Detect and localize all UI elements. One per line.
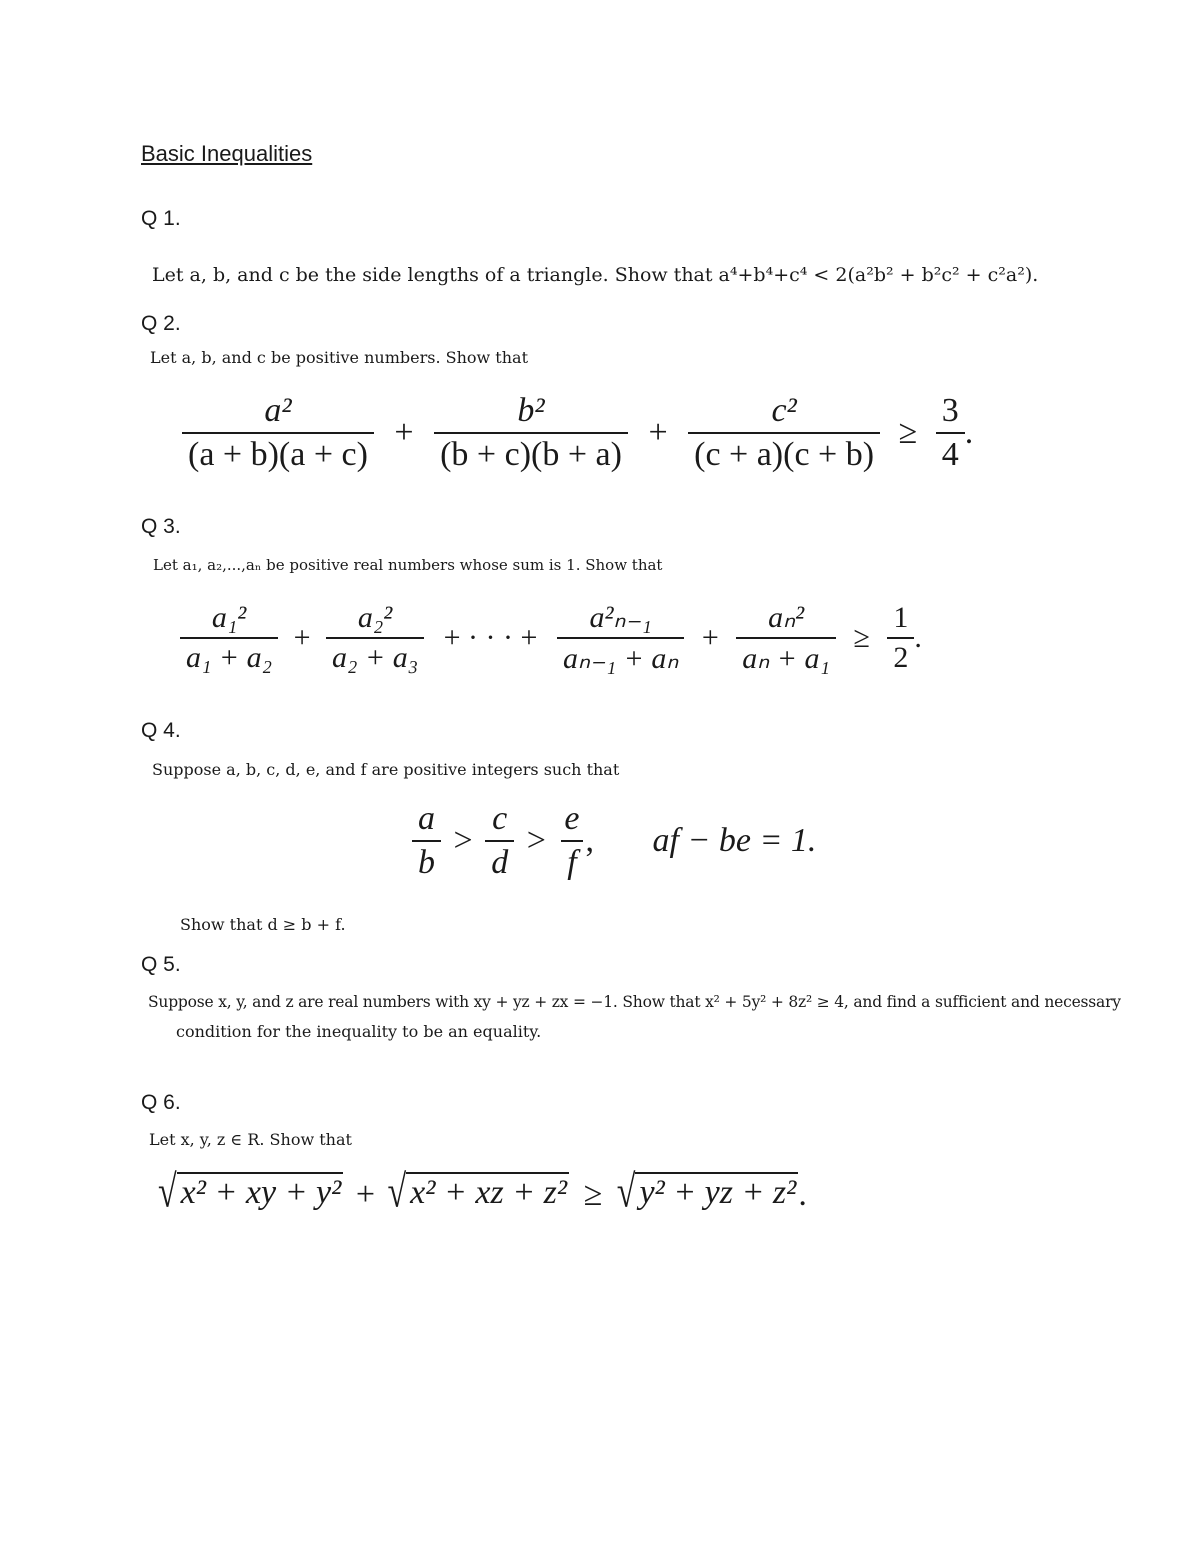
q3-term-2 (326, 601, 424, 675)
q2-term-1-numerator: a² (264, 392, 292, 429)
q3-rhs (887, 601, 914, 675)
q2-term-2-denominator: (b + c)(b + a) (434, 432, 628, 474)
q4-condition: af − be = 1. (652, 822, 817, 859)
q4-frac-2-denominator: d (485, 840, 514, 882)
q2-formula: $\frac{\text{a²}}{(a + b)(a + c)}$ + $\frac{\text{b²}}{(b + c)(b + a)}$ + $\frac{\text{c²}}{(c + a)(c + b)}$ ≥ $\frac{3}{4}$ . (182, 392, 973, 474)
q2-rhs (936, 392, 965, 474)
q3-term-1 (180, 601, 278, 675)
q2-term-1 (182, 392, 374, 474)
q3-term-4-numerator: aₙ² (768, 601, 805, 634)
q4-frac-3-denominator: f (561, 840, 582, 882)
q3-term-4-denominator: aₙ + a₁ (736, 637, 836, 676)
q4-frac-2 (485, 800, 514, 882)
q6-radicand-1: x² + xy + y² (177, 1172, 344, 1212)
q2-rhs-numerator: 3 (941, 392, 959, 429)
q3-ellipsis: + · · · + (443, 621, 538, 654)
q2-term-3 (688, 392, 880, 474)
q2-term-2-numerator: b² (517, 392, 545, 429)
q2-rhs-denominator: 4 (936, 432, 965, 474)
q6-formula: √ x² + xy + y² + √ x² + xz + z² ≥ √ y² + yz + z². (158, 1167, 807, 1218)
q3-term-3-denominator: aₙ₋₁ + aₙ (557, 637, 684, 676)
q4-statement: Suppose a, b, c, d, e, and f are positive integers such that (152, 760, 620, 779)
q3-term-2-denominator: a₂ + a₃ (326, 637, 424, 675)
q4-formula: $\frac{a}{b}$ > $\frac{c}{d}$ > $\frac{e}{f}$ , af − be = 1. (412, 800, 816, 882)
q3-term-3 (557, 600, 684, 676)
q3-term-4 (736, 600, 836, 676)
q4-frac-1-denominator: b (412, 840, 441, 882)
q3-label: Q 3. (141, 515, 181, 538)
document-title: Basic Inequalities (141, 141, 313, 166)
q5-statement-line2: condition for the inequality to be an equality. (176, 1022, 542, 1041)
q2-term-3-numerator: c² (771, 392, 797, 429)
q5-statement-line1: Suppose x, y, and z are real numbers with xy + yz + zx = −1. Show that x² + 5y² + 8z² ≥ 4, and find a sufficient and necessary (148, 993, 1121, 1011)
q2-term-3-denominator: (c + a)(c + b) (688, 432, 880, 474)
q4-label: Q 4. (141, 719, 181, 742)
q3-statement: Let a₁, a₂,...,aₙ be positive real numbers whose sum is 1. Show that (153, 556, 663, 574)
q3-rhs-numerator: 1 (893, 601, 909, 634)
q3-term-1-numerator: a₁² (211, 601, 247, 634)
q4-frac-1-numerator: a (418, 800, 435, 837)
q3-term-2-numerator: a₂² (357, 601, 393, 634)
q3-term-3-numerator: a²ₙ₋₁ (589, 601, 652, 634)
q2-statement: Let a, b, and c be positive numbers. Show that (150, 348, 528, 367)
q6-radicand-2: x² + xz + z² (406, 1172, 569, 1212)
q2-term-1-denominator: (a + b)(a + c) (182, 432, 374, 474)
q6-statement: Let x, y, z ∈ R. Show that (149, 1130, 352, 1149)
q5-label: Q 5. (141, 953, 181, 976)
q3-formula: $\frac{\text{a₁²}}{\text{a₁ + a₂}}$ + $\frac{\text{a₂²}}{\text{a₂ + a₃}}$ + · · · + $\frac{\text{a²ₙ₋₁}}{\text{aₙ₋₁ + aₙ}}$ + $\frac{\text{aₙ²}}{\text{aₙ + a₁}}$ ≥ $\frac{1}{2}$ . (180, 600, 922, 676)
q3-rhs-denominator: 2 (887, 637, 914, 675)
q6-label: Q 6. (141, 1091, 181, 1114)
q3-term-1-denominator: a₁ + a₂ (180, 637, 278, 675)
q1-statement: Let a, b, and c be the side lengths of a triangle. Show that a⁴+b⁴+c⁴ < 2(a²b² + b²c² + c²a²). (152, 264, 1039, 286)
q2-label: Q 2. (141, 312, 181, 335)
q4-show: Show that d ≥ b + f. (180, 915, 346, 934)
q4-frac-2-numerator: c (492, 800, 508, 837)
q2-term-2 (434, 392, 628, 474)
q4-frac-3 (558, 800, 585, 882)
q1-label: Q 1. (141, 207, 181, 230)
q6-radicand-3: y² + yz + z² (635, 1172, 798, 1212)
q4-frac-1 (412, 800, 441, 882)
q4-frac-3-numerator: e (564, 800, 580, 837)
